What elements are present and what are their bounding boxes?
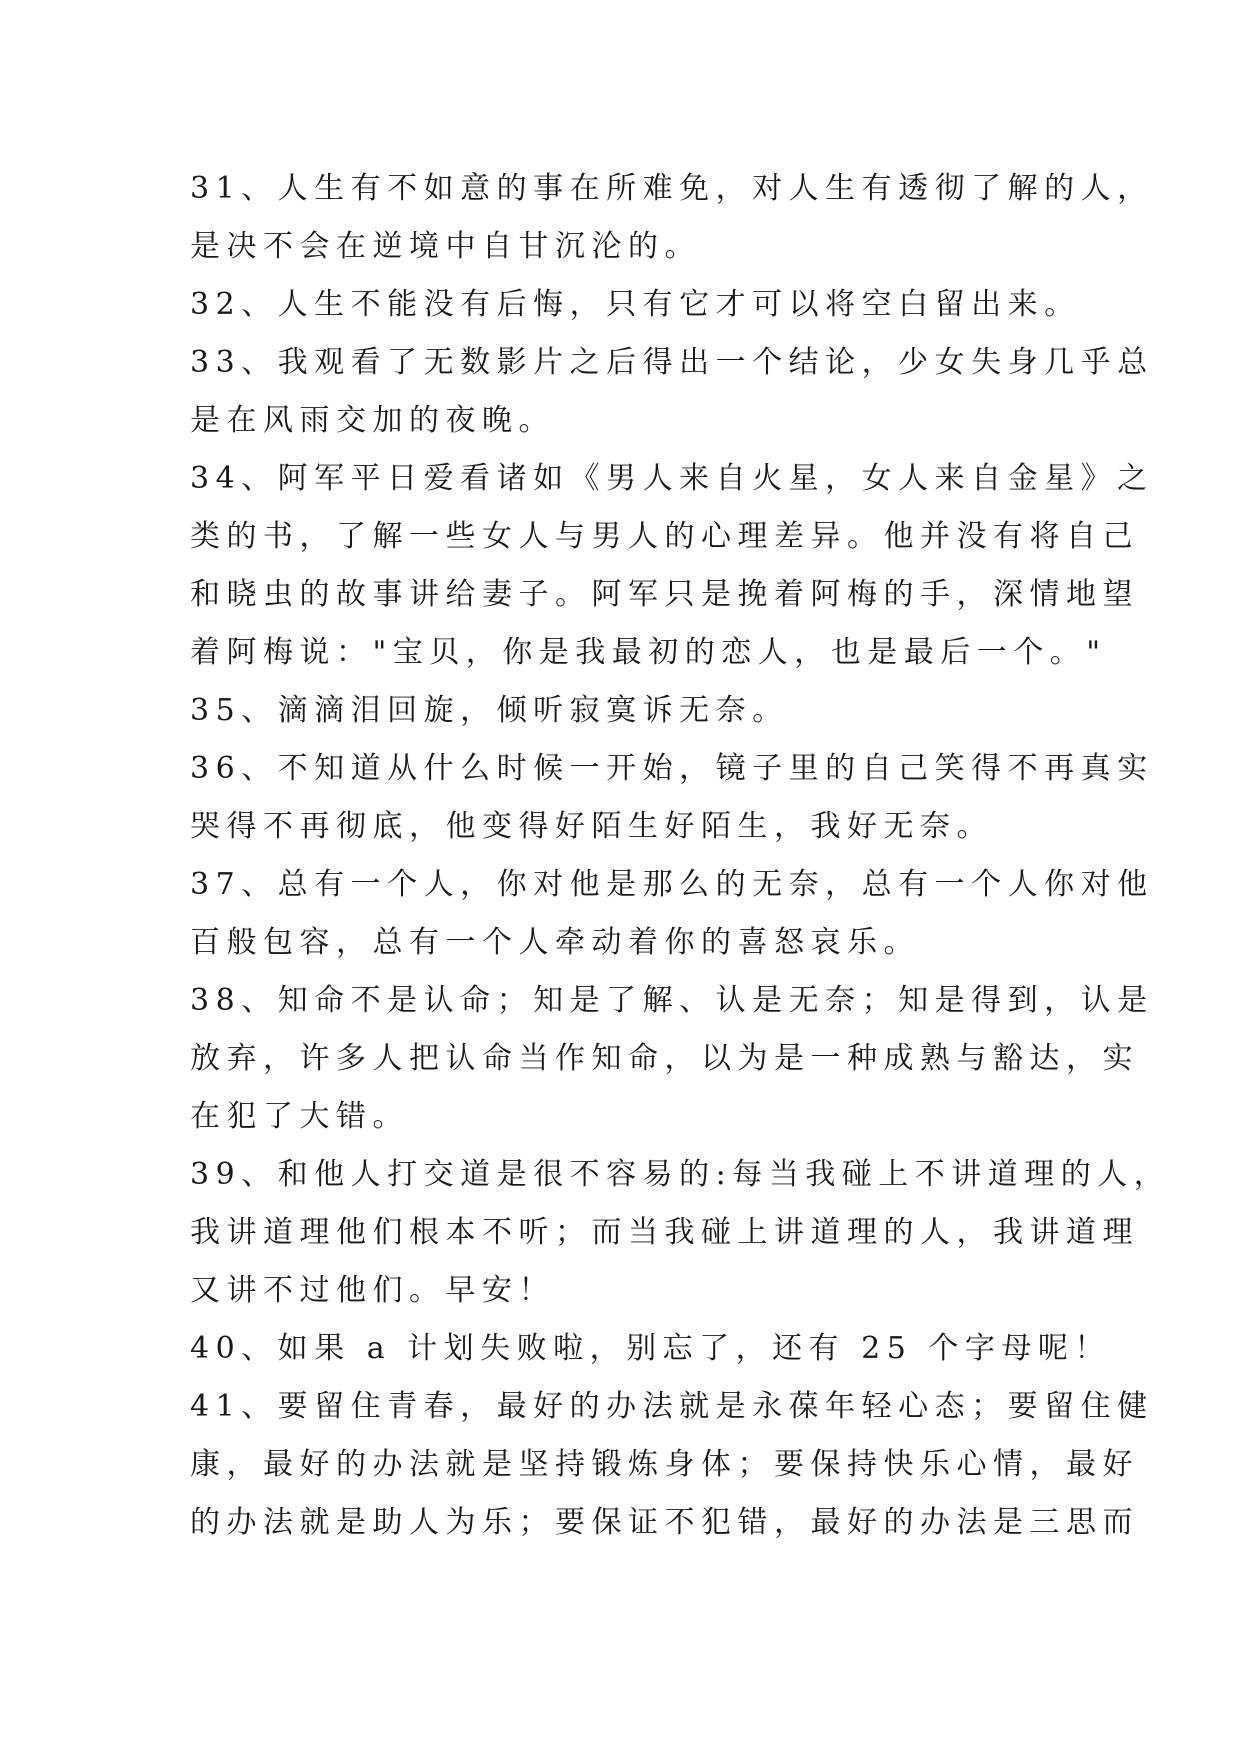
text-line: 32、人生不能没有后悔，只有它才可以将空白留出来。 — [190, 287, 1081, 322]
text-line: 33、我观看了无数影片之后得出一个结论，少女失身几乎总 — [190, 345, 1154, 380]
text-line: 41、要留住青春，最好的办法就是永葆年轻心态；要留住健 — [190, 1389, 1154, 1424]
text-line: 我讲道理他们根本不听；而当我碰上讲道理的人，我讲道理 — [190, 1215, 1139, 1250]
text-line: 放弃，许多人把认命当作知命，以为是一种成熟与豁达，实 — [190, 1041, 1139, 1076]
text-line: 是决不会在逆境中自甘沉沦的。 — [190, 229, 701, 264]
text-line: 和晓虫的故事讲给妻子。阿军只是挽着阿梅的手，深情地望 — [190, 577, 1139, 612]
text-line: 的办法就是助人为乐；要保证不犯错，最好的办法是三思而 — [190, 1505, 1139, 1540]
document-body — [190, 160, 1171, 1552]
text-line: 类的书，了解一些女人与男人的心理差异。他并没有将自己 — [190, 519, 1139, 554]
text-line: 37、总有一个人，你对他是那么的无奈，总有一个人你对他 — [190, 867, 1154, 902]
text-line: 又讲不过他们。早安！ — [190, 1273, 555, 1308]
text-line: 40、如果 a 计划失败啦，别忘了，还有 25 个字母呢！ — [190, 1331, 1111, 1366]
text-line: 34、阿军平日爱看诸如《男人来自火星，女人来自金星》之 — [190, 461, 1154, 496]
text-line: 百般包容，总有一个人牵动着你的喜怒哀乐。 — [190, 925, 920, 960]
text-line: 31、人生有不如意的事在所难免，对人生有透彻了解的人， — [190, 171, 1154, 206]
text-line: 35、滴滴泪回旋，倾听寂寞诉无奈。 — [190, 693, 789, 728]
text-line: 38、知命不是认命；知是了解、认是无奈；知是得到，认是 — [190, 983, 1154, 1018]
text-line: 36、不知道从什么时候一开始，镜子里的自己笑得不再真实 — [190, 751, 1154, 786]
text-line: 着阿梅说："宝贝，你是我最初的恋人，也是最后一个。" — [190, 635, 1107, 670]
text-line: 在犯了大错。 — [190, 1099, 409, 1134]
text-line: 康，最好的办法就是坚持锻炼身体；要保持快乐心情，最好 — [190, 1447, 1139, 1482]
text-line: 是在风雨交加的夜晚。 — [190, 403, 555, 438]
text-line: 哭得不再彻底，他变得好陌生好陌生，我好无奈。 — [190, 809, 993, 844]
text-line: 39、和他人打交道是很不容易的:每当我碰上不讲道理的人， — [190, 1157, 1171, 1192]
